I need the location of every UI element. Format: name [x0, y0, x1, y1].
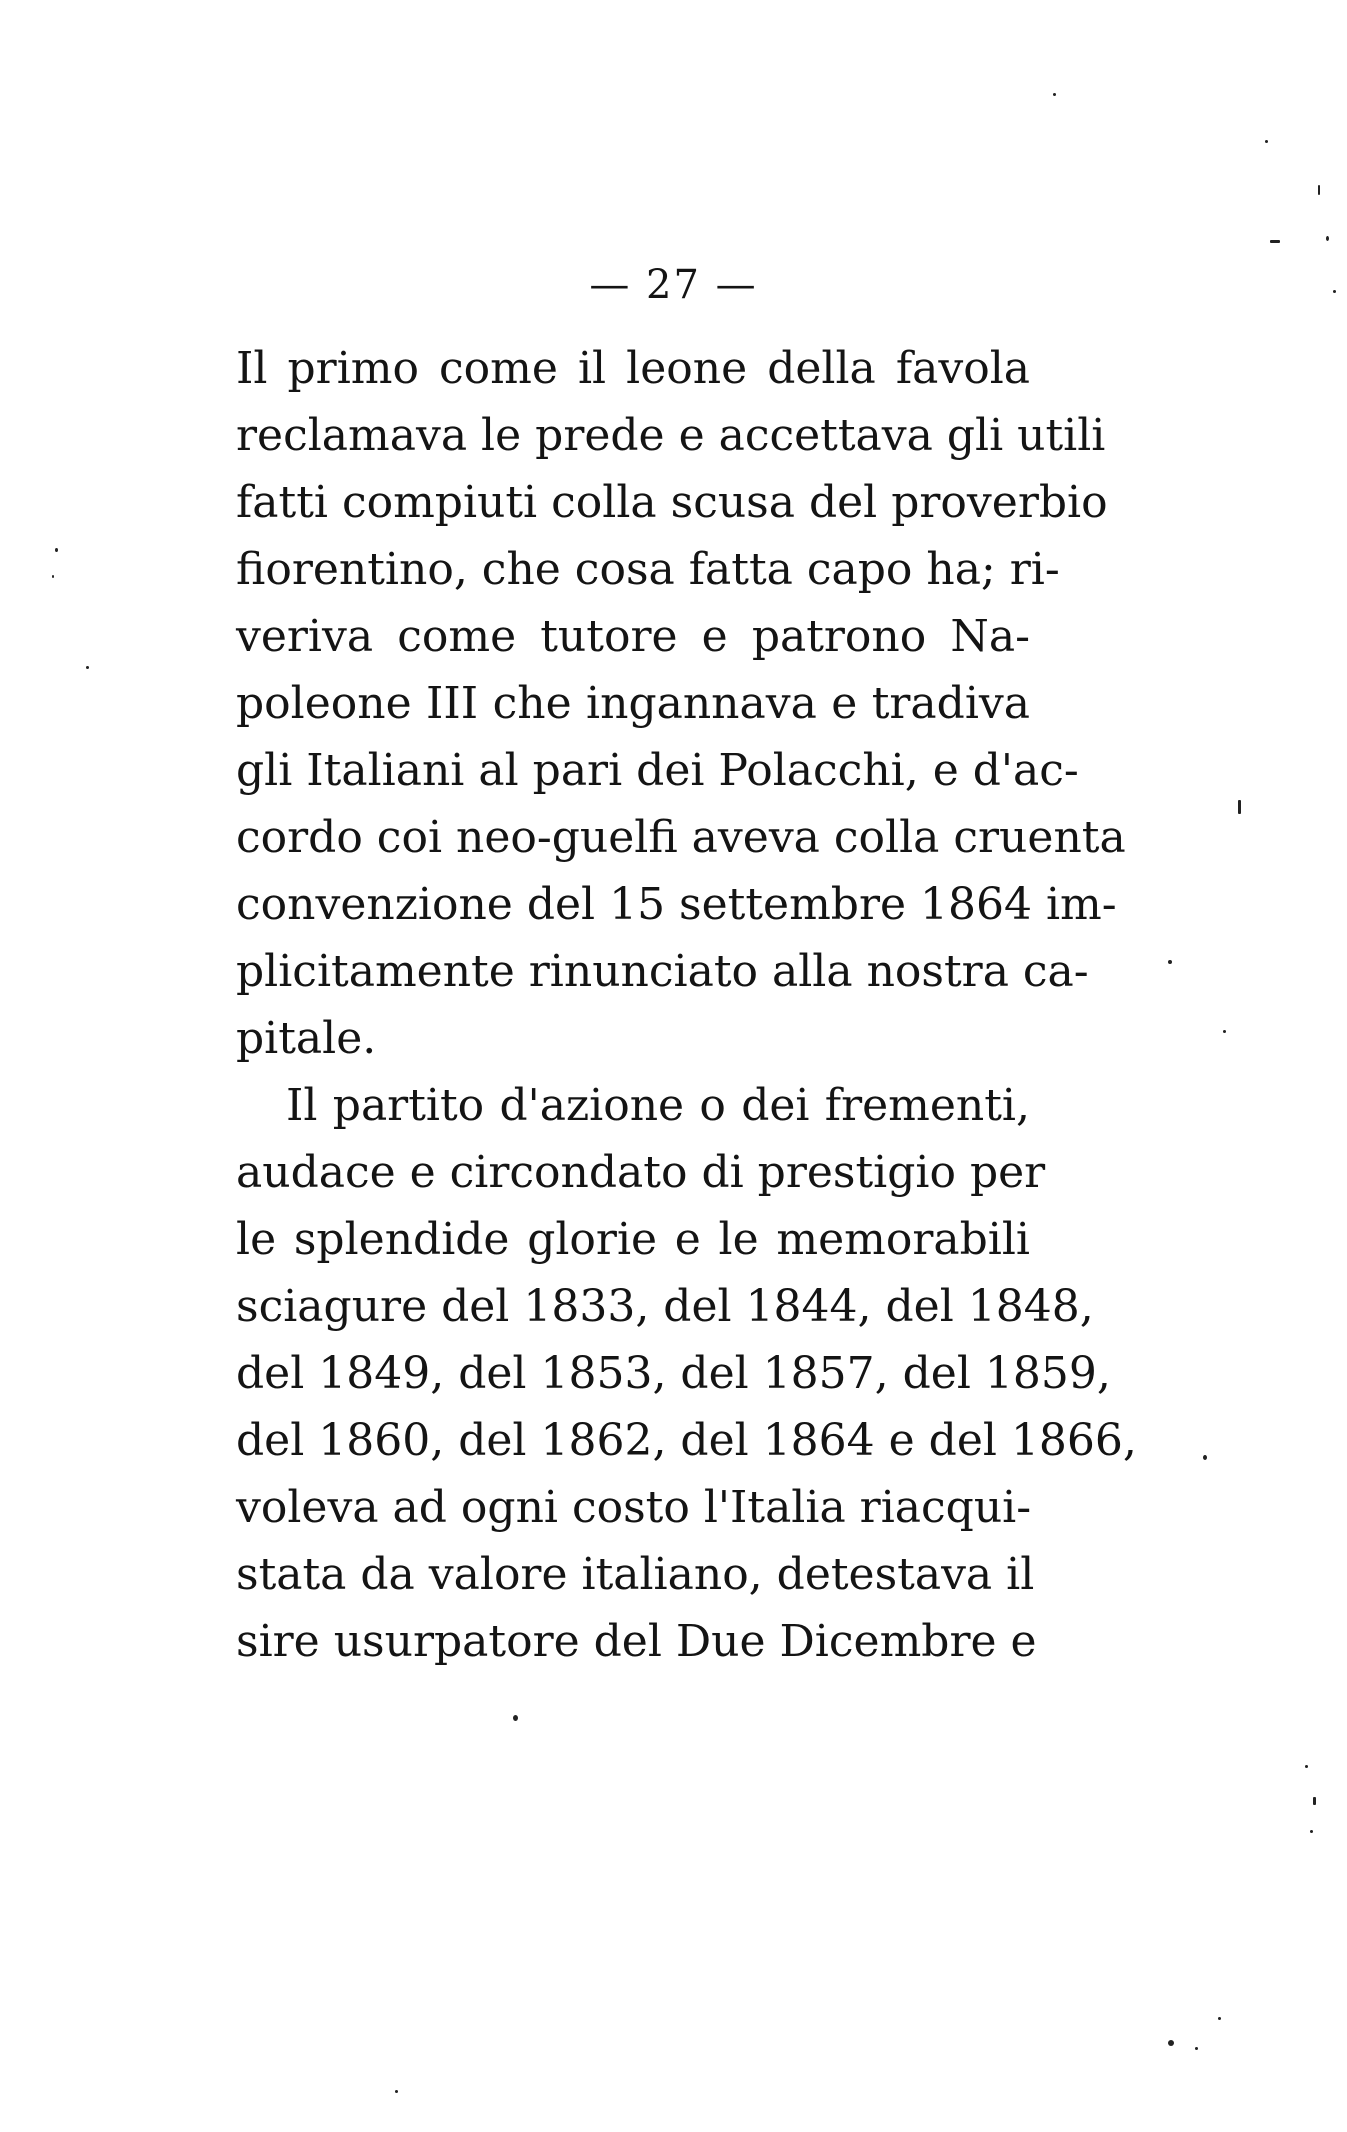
scan-speck: [1310, 1830, 1313, 1833]
text-line: gli Italiani al pari dei Polacchi, e d'ac-: [236, 745, 1079, 796]
text-line: audace e circondato di prestigio per: [236, 1147, 1046, 1198]
body-text: [236, 335, 1137, 1675]
scan-speck: [1270, 240, 1280, 243]
scan-speck: [1318, 185, 1320, 195]
scan-speck: [1265, 140, 1268, 143]
text-line: plicitamente rinunciato alla nostra ca-: [236, 946, 1089, 997]
scan-speck: [1203, 1455, 1207, 1460]
text-line: Il primo come il leone della favola: [236, 343, 1030, 394]
scan-speck: [1053, 93, 1056, 96]
text-line: del 1849, del 1853, del 1857, del 1859,: [236, 1348, 1111, 1399]
text-line: stata da valore italiano, detestava il: [236, 1549, 1035, 1600]
scan-speck: [52, 575, 54, 578]
scan-speck: [86, 666, 89, 669]
text-line: poleone III che ingannava e tradiva: [236, 678, 1030, 729]
paragraph-1: [236, 335, 1126, 1072]
scan-speck: [1313, 1797, 1316, 1805]
scan-speck: [1168, 960, 1172, 964]
text-line: sciagure del 1833, del 1844, del 1848,: [236, 1281, 1094, 1332]
text-line: pitale.: [236, 1013, 377, 1064]
page-number: — 27 —: [589, 262, 758, 308]
text-line: fatti compiuti colla scusa del proverbio: [236, 477, 1108, 528]
scan-speck: [1218, 2017, 1221, 2020]
scan-speck: [1168, 2040, 1174, 2046]
text-line: reclamava le prede e accettava gli utili: [236, 410, 1106, 461]
text-line: le splendide glorie e le memorabili: [236, 1214, 1030, 1265]
scan-speck: [55, 548, 58, 552]
scan-speck: [513, 1715, 518, 1721]
scan-speck: [1305, 1765, 1308, 1768]
scan-speck: [1195, 2047, 1198, 2050]
text-line: del 1860, del 1862, del 1864 e del 1866,: [236, 1415, 1137, 1466]
scan-speck: [1326, 236, 1329, 241]
text-line: veriva come tutore e patrono Na-: [236, 611, 1030, 662]
text-line: cordo coi neo-guelfi aveva colla cruenta: [236, 812, 1126, 863]
text-line: convenzione del 15 settembre 1864 im-: [236, 879, 1117, 930]
scan-speck: [395, 2090, 398, 2093]
text-line: sire usurpatore del Due Dicembre e: [236, 1616, 1037, 1667]
text-line: Il partito d'azione o dei frementi,: [286, 1080, 1030, 1131]
text-line: fiorentino, che cosa fatta capo ha; ri-: [236, 544, 1060, 595]
paragraph-2: [236, 1072, 1137, 1675]
text-line: voleva ad ogni costo l'Italia riacqui-: [236, 1482, 1032, 1533]
scan-speck: [1238, 800, 1241, 814]
scan-speck: [1333, 290, 1336, 293]
scan-speck: [1223, 1030, 1226, 1033]
